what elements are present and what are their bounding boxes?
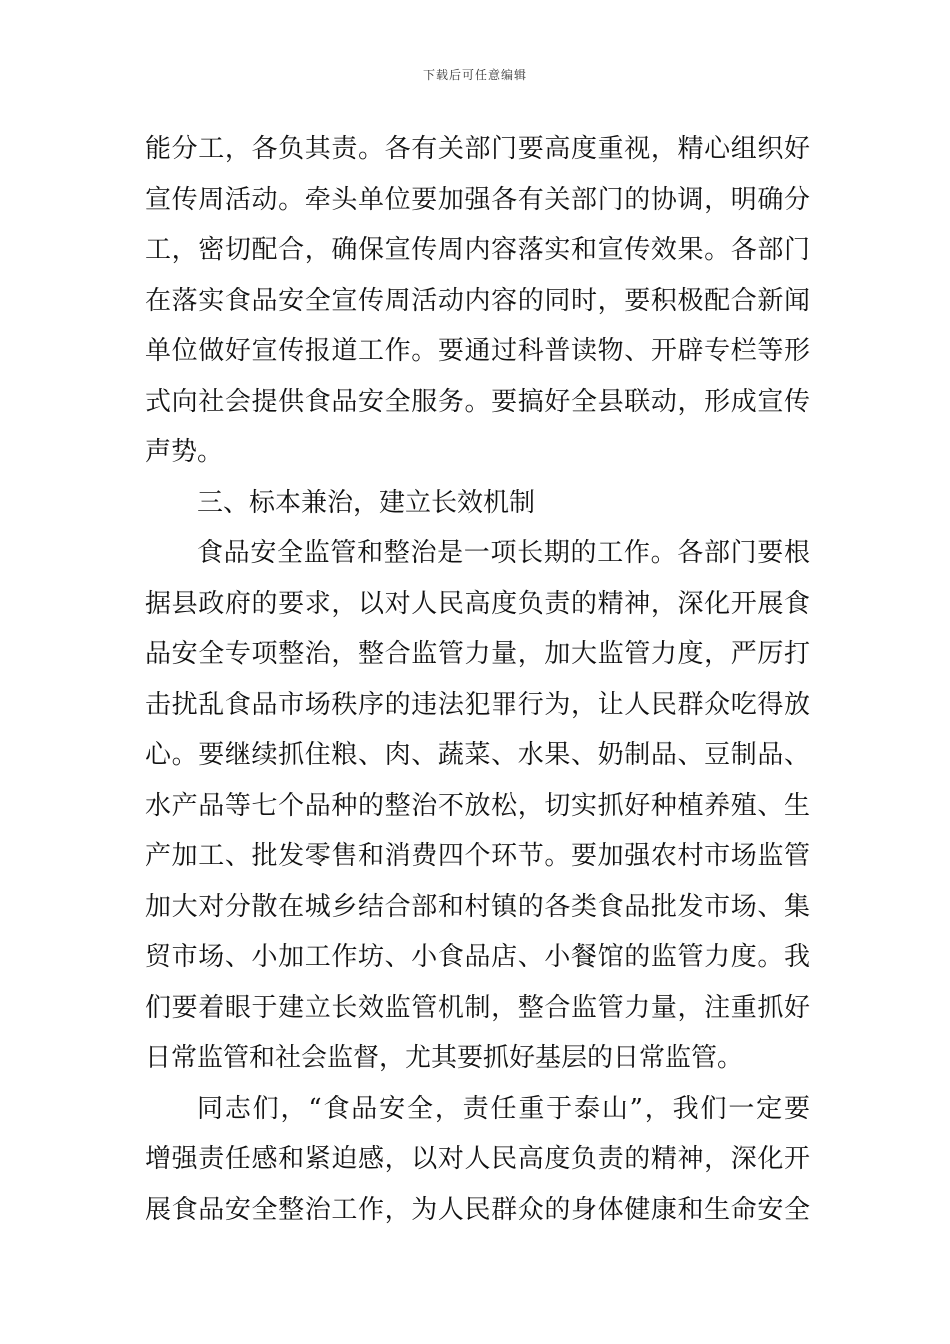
text-line: 品安全专项整治，整合监管力量，加大监管力度，严厉打 [145, 639, 810, 669]
text-line: 展食品安全整治工作，为人民群众的身体健康和生命安全 [145, 1194, 810, 1225]
text-line: 贸市场、小加工作坊、小食品店、小餐馆的监管力度。我 [145, 942, 810, 972]
text-line: 食品安全监管和整治是一项长期的工作。各部门要根 [197, 538, 810, 568]
text-line: 宣传周活动。牵头单位要加强各有关部门的协调，明确分 [145, 184, 810, 215]
text-line: 加大对分散在城乡结合部和村镇的各类食品批发市场、集 [145, 891, 810, 922]
text-line: 心。要继续抓住粮、肉、蔬菜、水果、奶制品、豆制品、 [145, 740, 810, 770]
text-line: 能分工，各负其责。各有关部门要高度重视，精心组织好 [145, 134, 810, 164]
document-body [145, 124, 810, 1235]
section-heading: 三、标本兼治，建立长效机制 [197, 487, 536, 518]
text-line: 式向社会提供食品安全服务。要搞好全县联动，形成宣传 [145, 386, 810, 417]
text-line: 水产品等七个品种的整治不放松，切实抓好种植养殖、生 [145, 790, 810, 821]
text-line: 日常监管和社会监督，尤其要抓好基层的日常监管。 [145, 1043, 744, 1073]
text-line: 增强责任感和紧迫感，以对人民高度负责的精神，深化开 [145, 1144, 810, 1174]
text-line: 声势。 [145, 437, 224, 467]
text-line: 单位做好宣传报道工作。要通过科普读物、开辟专栏等形 [145, 336, 810, 366]
text-line: 同志们，“食品安全，责任重于泰山”，我们一定要 [197, 1093, 810, 1124]
download-editable-note: 下载后可任意编辑 [422, 68, 527, 82]
text-line: 据县政府的要求，以对人民高度负责的精神，深化开展食 [145, 588, 810, 619]
text-line: 产加工、批发零售和消费四个环节。要加强农村市场监管 [145, 841, 810, 871]
text-line: 在落实食品安全宣传周活动内容的同时，要积极配合新闻 [145, 285, 810, 316]
text-line: 击扰乱食品市场秩序的违法犯罪行为，让人民群众吃得放 [145, 689, 810, 720]
text-line: 工，密切配合，确保宣传周内容落实和宣传效果。各部门 [145, 235, 810, 265]
text-line: 们要着眼于建立长效监管机制，整合监管力量，注重抓好 [145, 992, 810, 1023]
